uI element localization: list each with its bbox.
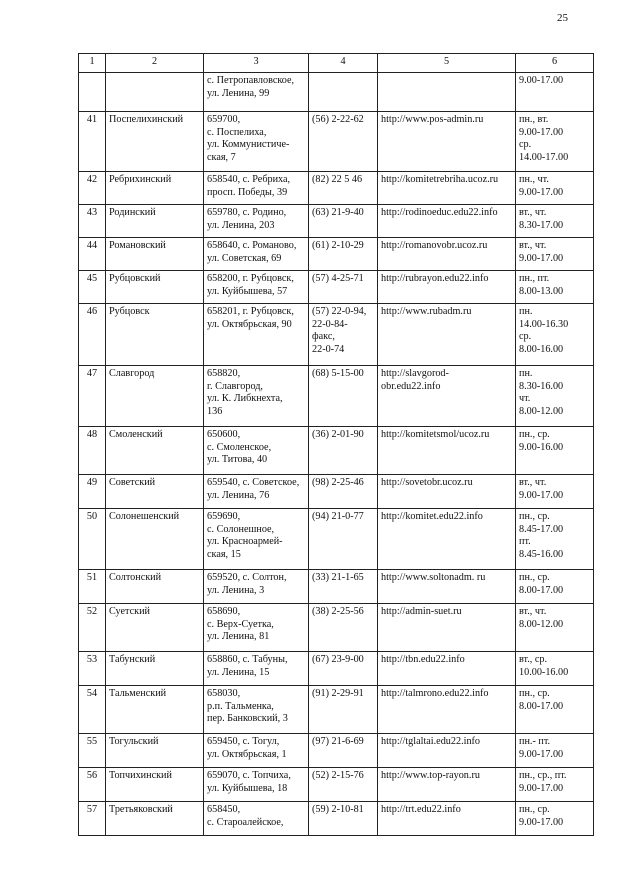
table-row (79, 509, 594, 570)
row-number-cell: 48 (79, 427, 106, 475)
address-cell: 658690, с. Верх-Суетка, ул. Ленина, 81 (204, 604, 309, 652)
website-cell[interactable]: http://rodinoeduc.edu22.info (378, 205, 516, 238)
district-name-cell: Рубцовский (106, 271, 204, 304)
hours-cell: пн. 8.30-16.00 чт. 8.00-12.00 (516, 366, 594, 427)
table-row (79, 427, 594, 475)
phone-cell: (57) 4-25-71 (309, 271, 378, 304)
hours-cell: пн., чт. 9.00-17.00 (516, 172, 594, 205)
district-name-cell: Третьяковский (106, 802, 204, 836)
hours-cell: пн., вт. 9.00-17.00 ср. 14.00-17.00 (516, 112, 594, 172)
phone-cell: (94) 21-0-77 (309, 509, 378, 570)
address-cell: 650600, с. Смоленское, ул. Титова, 40 (204, 427, 309, 475)
district-name-cell (106, 73, 204, 112)
row-number-cell: 54 (79, 686, 106, 734)
table-row (79, 475, 594, 509)
row-number-cell: 43 (79, 205, 106, 238)
row-number-cell: 53 (79, 652, 106, 686)
phone-cell: (33) 21-1-65 (309, 570, 378, 604)
address-cell: 659450, с. Тогул, ул. Октябрьская, 1 (204, 734, 309, 768)
district-name-cell: Ребрихинский (106, 172, 204, 205)
address-cell: 659070, с. Топчиха, ул. Куйбышева, 18 (204, 768, 309, 802)
table-row (79, 205, 594, 238)
phone-cell: (97) 21-6-69 (309, 734, 378, 768)
website-cell[interactable]: http://tglaltai.edu22.info (378, 734, 516, 768)
address-cell: 658640, с. Романово, ул. Советская, 69 (204, 238, 309, 271)
address-cell: 658860, с. Табуны, ул. Ленина, 15 (204, 652, 309, 686)
address-cell: 658201, г. Рубцовск, ул. Октябрьская, 90 (204, 304, 309, 366)
district-name-cell: Поспелихинский (106, 112, 204, 172)
phone-cell (309, 73, 378, 112)
table-row (79, 271, 594, 304)
hours-cell: вт., чт. 9.00-17.00 (516, 238, 594, 271)
row-number-cell: 47 (79, 366, 106, 427)
district-name-cell: Тальменский (106, 686, 204, 734)
phone-cell: (91) 2-29-91 (309, 686, 378, 734)
header-cell: 6 (516, 54, 594, 73)
row-number-cell: 57 (79, 802, 106, 836)
website-cell[interactable]: http://romanovobr.ucoz.ru (378, 238, 516, 271)
row-number-cell: 44 (79, 238, 106, 271)
website-cell[interactable]: http://rubrayon.edu22.info (378, 271, 516, 304)
table-row (79, 238, 594, 271)
district-name-cell: Солтонский (106, 570, 204, 604)
row-number-cell: 56 (79, 768, 106, 802)
table-row (79, 768, 594, 802)
hours-cell: пн., ср., пт. 9.00-17.00 (516, 768, 594, 802)
address-cell: 659700, с. Поспелиха, ул. Коммунистиче- ская, 7 (204, 112, 309, 172)
phone-cell: (36) 2-01-90 (309, 427, 378, 475)
table-row (79, 604, 594, 652)
table-row (79, 366, 594, 427)
row-number-cell (79, 73, 106, 112)
website-cell[interactable] (378, 73, 516, 112)
phone-cell: (63) 21-9-40 (309, 205, 378, 238)
row-number-cell: 51 (79, 570, 106, 604)
table-row (79, 73, 594, 112)
hours-cell: вт., чт. 8.30-17.00 (516, 205, 594, 238)
header-cell: 1 (79, 54, 106, 73)
hours-cell: вт., ср. 10.00-16.00 (516, 652, 594, 686)
website-cell[interactable]: http://sovetobr.ucoz.ru (378, 475, 516, 509)
row-number-cell: 45 (79, 271, 106, 304)
hours-cell: пн., ср. 8.45-17.00 пт. 8.45-16.00 (516, 509, 594, 570)
website-cell[interactable]: http://tbn.edu22.info (378, 652, 516, 686)
table-row (79, 686, 594, 734)
district-name-cell: Славгород (106, 366, 204, 427)
phone-cell: (98) 2-25-46 (309, 475, 378, 509)
phone-cell: (56) 2-22-62 (309, 112, 378, 172)
website-cell[interactable]: http://admin-suet.ru (378, 604, 516, 652)
table-row (79, 570, 594, 604)
header-cell: 2 (106, 54, 204, 73)
table-header-row (79, 54, 594, 73)
table-row (79, 734, 594, 768)
table-row (79, 652, 594, 686)
address-cell: 658030, р.п. Тальменка, пер. Банковский, 3 (204, 686, 309, 734)
hours-cell: пн., пт. 8.00-13.00 (516, 271, 594, 304)
district-name-cell: Суетский (106, 604, 204, 652)
address-cell: 659520, с. Солтон, ул. Ленина, 3 (204, 570, 309, 604)
address-cell: 658820, г. Славгород, ул. К. Либкнехта, 136 (204, 366, 309, 427)
district-name-cell: Смоленский (106, 427, 204, 475)
district-name-cell: Табунский (106, 652, 204, 686)
website-cell[interactable]: http://komitetrebriha.ucoz.ru (378, 172, 516, 205)
phone-cell: (57) 22-0-94, 22-0-84- факс, 22-0-74 (309, 304, 378, 366)
hours-cell: пн., ср. 8.00-17.00 (516, 686, 594, 734)
page-number: 25 (557, 12, 568, 24)
header-cell: 5 (378, 54, 516, 73)
website-cell[interactable]: http://www.top-rayon.ru (378, 768, 516, 802)
phone-cell: (82) 22 5 46 (309, 172, 378, 205)
table-row (79, 172, 594, 205)
row-number-cell: 50 (79, 509, 106, 570)
header-cell: 4 (309, 54, 378, 73)
phone-cell: (67) 23-9-00 (309, 652, 378, 686)
address-cell: 659780, с. Родино, ул. Ленина, 203 (204, 205, 309, 238)
hours-cell: пн.- пт. 9.00-17.00 (516, 734, 594, 768)
website-cell[interactable]: http://www.rubadm.ru (378, 304, 516, 366)
address-cell: 659540, с. Советское, ул. Ленина, 76 (204, 475, 309, 509)
row-number-cell: 42 (79, 172, 106, 205)
district-name-cell: Романовский (106, 238, 204, 271)
phone-cell: (59) 2-10-81 (309, 802, 378, 836)
row-number-cell: 41 (79, 112, 106, 172)
table-row (79, 304, 594, 366)
row-number-cell: 49 (79, 475, 106, 509)
row-number-cell: 52 (79, 604, 106, 652)
address-cell: с. Петропавловское, ул. Ленина, 99 (204, 73, 309, 112)
website-cell[interactable]: http://komitetsmol/ucoz.ru (378, 427, 516, 475)
district-name-cell: Солонешенский (106, 509, 204, 570)
website-cell[interactable]: http://www.pos-admin.ru (378, 112, 516, 172)
district-name-cell: Рубцовск (106, 304, 204, 366)
table-row (79, 112, 594, 172)
schedule-table (78, 53, 594, 836)
phone-cell: (52) 2-15-76 (309, 768, 378, 802)
address-cell: 658450, с. Староалейское, (204, 802, 309, 836)
address-cell: 658540, с. Ребриха, просп. Победы, 39 (204, 172, 309, 205)
address-cell: 658200, г. Рубцовск, ул. Куйбышева, 57 (204, 271, 309, 304)
website-cell[interactable]: http://talmrono.edu22.info (378, 686, 516, 734)
hours-cell: пн., ср. 9.00-17.00 (516, 802, 594, 836)
website-cell[interactable]: http://komitet.edu22.info (378, 509, 516, 570)
hours-cell: вт., чт. 8.00-12.00 (516, 604, 594, 652)
hours-cell: пн. 14.00-16.30 ср. 8.00-16.00 (516, 304, 594, 366)
hours-cell: пн., ср. 8.00-17.00 (516, 570, 594, 604)
hours-cell: 9.00-17.00 (516, 73, 594, 112)
hours-cell: вт., чт. 9.00-17.00 (516, 475, 594, 509)
phone-cell: (61) 2-10-29 (309, 238, 378, 271)
district-name-cell: Советский (106, 475, 204, 509)
hours-cell: пн., ср. 9.00-16.00 (516, 427, 594, 475)
website-cell[interactable]: http://slavgorod- obr.edu22.info (378, 366, 516, 427)
row-number-cell: 46 (79, 304, 106, 366)
phone-cell: (68) 5-15-00 (309, 366, 378, 427)
table-row (79, 802, 594, 836)
row-number-cell: 55 (79, 734, 106, 768)
phone-cell: (38) 2-25-56 (309, 604, 378, 652)
header-cell: 3 (204, 54, 309, 73)
district-name-cell: Топчихинский (106, 768, 204, 802)
website-cell[interactable]: http://www.soltonadm. ru (378, 570, 516, 604)
district-name-cell: Тогульский (106, 734, 204, 768)
address-cell: 659690, с. Солонешное, ул. Красноармей- ская, 15 (204, 509, 309, 570)
district-name-cell: Родинский (106, 205, 204, 238)
website-cell[interactable]: http://trt.edu22.info (378, 802, 516, 836)
